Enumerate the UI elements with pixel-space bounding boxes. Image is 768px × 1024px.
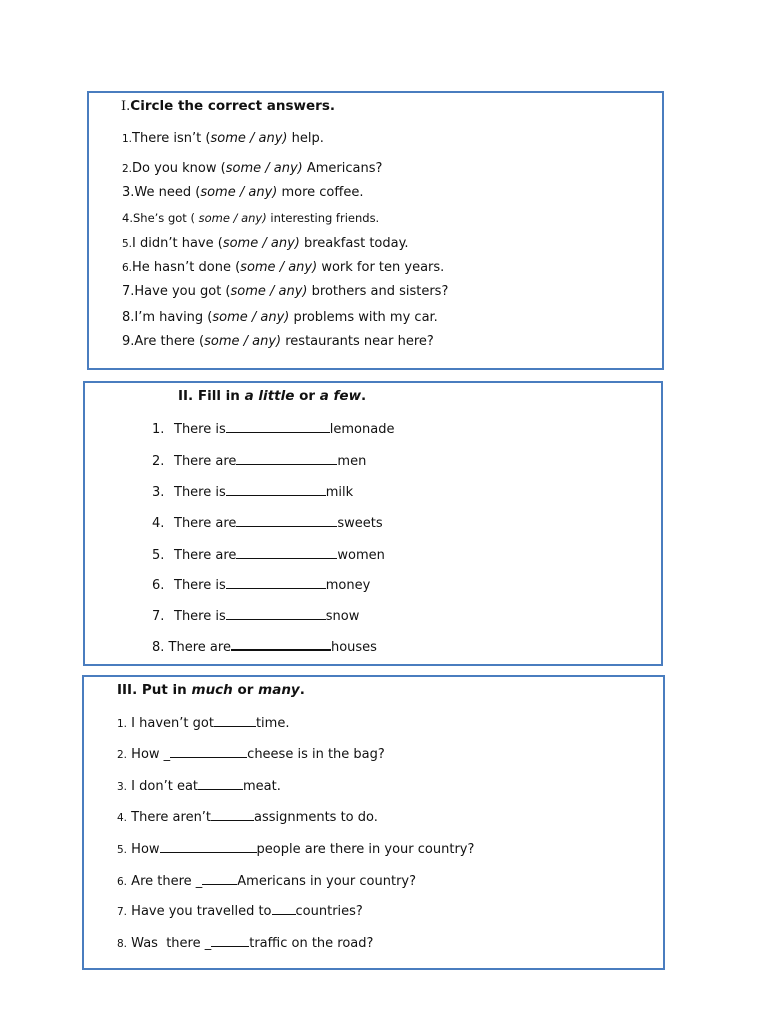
title-option: much — [191, 682, 233, 698]
item-text: How — [131, 842, 160, 857]
item-text: There is — [174, 609, 226, 624]
item-number: 8. — [152, 640, 165, 655]
item-text: Do you know ( — [132, 161, 226, 176]
item-text: I don’t eat — [131, 779, 199, 794]
section-2-title — [178, 388, 366, 404]
item-text: There are — [174, 454, 237, 469]
s1-item-9 — [122, 334, 434, 349]
item-text: women — [337, 548, 385, 563]
item-text: There is — [174, 422, 226, 437]
item-number: 2. — [122, 163, 133, 175]
item-text: help. — [287, 131, 324, 146]
s1-item-6 — [122, 260, 444, 275]
item-text: breakfast today. — [299, 236, 409, 251]
item-options: some / any) — [222, 236, 300, 251]
item-number: 1. — [152, 422, 165, 437]
s2-item-1 — [152, 420, 394, 437]
item-text: work for ten years. — [317, 260, 445, 275]
s3-item-8 — [117, 934, 373, 951]
s1-item-1 — [122, 131, 324, 146]
item-text: Was there _ — [131, 936, 212, 951]
title-text: or — [294, 388, 320, 404]
item-text: countries? — [295, 904, 363, 919]
s3-item-7 — [117, 902, 363, 919]
item-text: Are there ( — [134, 334, 205, 349]
s2-item-5 — [152, 546, 385, 563]
item-text: more coffee. — [277, 185, 364, 200]
item-number: 1. — [122, 133, 133, 145]
answer-blank[interactable] — [202, 872, 237, 885]
item-number: 7. — [117, 906, 128, 918]
s1-item-7 — [122, 284, 448, 299]
item-options: some / any) — [212, 310, 290, 325]
s3-item-6 — [117, 872, 416, 889]
answer-blank[interactable] — [226, 607, 326, 620]
section-1-numeral: I. — [121, 99, 131, 114]
item-text: milk — [325, 485, 354, 500]
item-options: some / any) — [225, 161, 303, 176]
item-number: 2. — [152, 454, 165, 469]
item-number: 9. — [122, 334, 135, 349]
answer-blank[interactable] — [236, 452, 337, 465]
answer-blank[interactable] — [211, 808, 254, 821]
item-text: There are — [168, 640, 231, 655]
item-text: I haven’t got — [131, 716, 214, 731]
item-number: 5. — [122, 238, 133, 250]
title-option: a little — [244, 388, 295, 404]
item-text: people are there in your country? — [256, 842, 475, 857]
item-text: money — [325, 578, 371, 593]
answer-blank[interactable] — [236, 514, 337, 527]
item-text: houses — [330, 640, 377, 655]
item-number: 3. — [117, 781, 128, 793]
item-number: 6. — [122, 262, 133, 274]
s1-item-8 — [122, 310, 438, 325]
title-text: or — [232, 682, 259, 698]
item-text: brothers and sisters? — [307, 284, 449, 299]
item-text: He hasn’t done ( — [132, 260, 241, 275]
s1-item-3 — [122, 185, 363, 200]
item-options: some / any) — [240, 260, 318, 275]
item-options: some / any) — [200, 185, 278, 200]
item-text: problems with my car. — [289, 310, 438, 325]
item-number: 3. — [152, 485, 165, 500]
item-number: 8. — [122, 310, 135, 325]
answer-blank[interactable] — [160, 840, 257, 853]
answer-blank[interactable] — [211, 934, 249, 947]
answer-blank[interactable] — [214, 714, 256, 727]
title-text: III. Put in — [117, 682, 192, 698]
item-text: lemonade — [329, 422, 395, 437]
item-number: 1. — [117, 718, 128, 730]
item-text: I didn’t have ( — [132, 236, 223, 251]
title-text: II. Fill in — [178, 388, 245, 404]
item-text: sweets — [337, 516, 383, 531]
s3-item-2 — [117, 745, 385, 762]
s2-item-6 — [152, 576, 370, 593]
answer-blank[interactable] — [226, 483, 326, 496]
section-1-heading: Circle the correct answers. — [130, 98, 335, 114]
item-options: some / any) — [204, 334, 282, 349]
item-number: 2. — [117, 749, 128, 761]
item-text: Are there _ — [131, 874, 203, 889]
item-text: cheese is in the bag? — [247, 747, 385, 762]
s1-item-4 — [122, 211, 379, 225]
item-text: Have you got ( — [134, 284, 231, 299]
item-text: I’m having ( — [134, 310, 213, 325]
item-text: assignments to do. — [254, 810, 378, 825]
section-3-title — [117, 682, 305, 698]
answer-blank[interactable] — [226, 420, 330, 433]
item-number: 6. — [117, 876, 128, 888]
item-text: restaurants near here? — [281, 334, 434, 349]
item-number: 4. — [152, 516, 165, 531]
item-options: some / any) — [194, 211, 267, 225]
s2-item-4 — [152, 514, 383, 531]
answer-blank[interactable] — [198, 777, 243, 790]
s2-item-8 — [152, 637, 377, 655]
s3-item-4 — [117, 808, 378, 825]
s2-item-2 — [152, 452, 366, 469]
answer-blank[interactable] — [226, 576, 326, 589]
item-number: 7. — [122, 284, 135, 299]
item-number: 3. — [122, 185, 135, 200]
item-number: 5. — [117, 844, 128, 856]
item-number: 8. — [117, 938, 128, 950]
item-text: Americans? — [302, 161, 383, 176]
item-text: There are — [174, 548, 237, 563]
title-option: a few — [319, 388, 362, 404]
item-number: 5. — [152, 548, 165, 563]
item-text: How _ — [131, 747, 171, 762]
title-option: many — [258, 682, 300, 698]
item-text: There is — [174, 578, 226, 593]
item-text: men — [337, 454, 367, 469]
item-text: Have you travelled to — [131, 904, 272, 919]
item-text: traffic on the road? — [249, 936, 374, 951]
answer-blank[interactable] — [272, 902, 296, 915]
item-number: 7. — [152, 609, 165, 624]
s3-item-5 — [117, 840, 474, 857]
item-number: 6. — [152, 578, 165, 593]
s1-item-5 — [122, 236, 409, 251]
title-text: . — [299, 682, 305, 698]
item-text: time. — [255, 716, 290, 731]
answer-blank[interactable] — [231, 637, 331, 651]
item-text: snow — [325, 609, 360, 624]
item-text: There aren’t — [131, 810, 212, 825]
answer-blank[interactable] — [236, 546, 337, 559]
item-text: She’s got ( — [132, 211, 195, 225]
section-1-title — [121, 98, 335, 114]
answer-blank[interactable] — [170, 745, 247, 758]
title-text: . — [361, 388, 367, 404]
item-number: 4. — [122, 211, 133, 225]
item-text: There is — [174, 485, 226, 500]
item-text: Americans in your country? — [237, 874, 417, 889]
item-text: There are — [174, 516, 237, 531]
item-text: We need ( — [134, 185, 201, 200]
item-text: meat. — [243, 779, 281, 794]
s3-item-1 — [117, 714, 289, 731]
item-text: There isn’t ( — [132, 131, 211, 146]
s1-item-2 — [122, 161, 382, 176]
item-options: some / any) — [230, 284, 308, 299]
s2-item-7 — [152, 607, 359, 624]
item-options: some / any) — [210, 131, 288, 146]
item-number: 4. — [117, 812, 128, 824]
s3-item-3 — [117, 777, 281, 794]
s2-item-3 — [152, 483, 353, 500]
item-text: interesting friends. — [266, 211, 380, 225]
